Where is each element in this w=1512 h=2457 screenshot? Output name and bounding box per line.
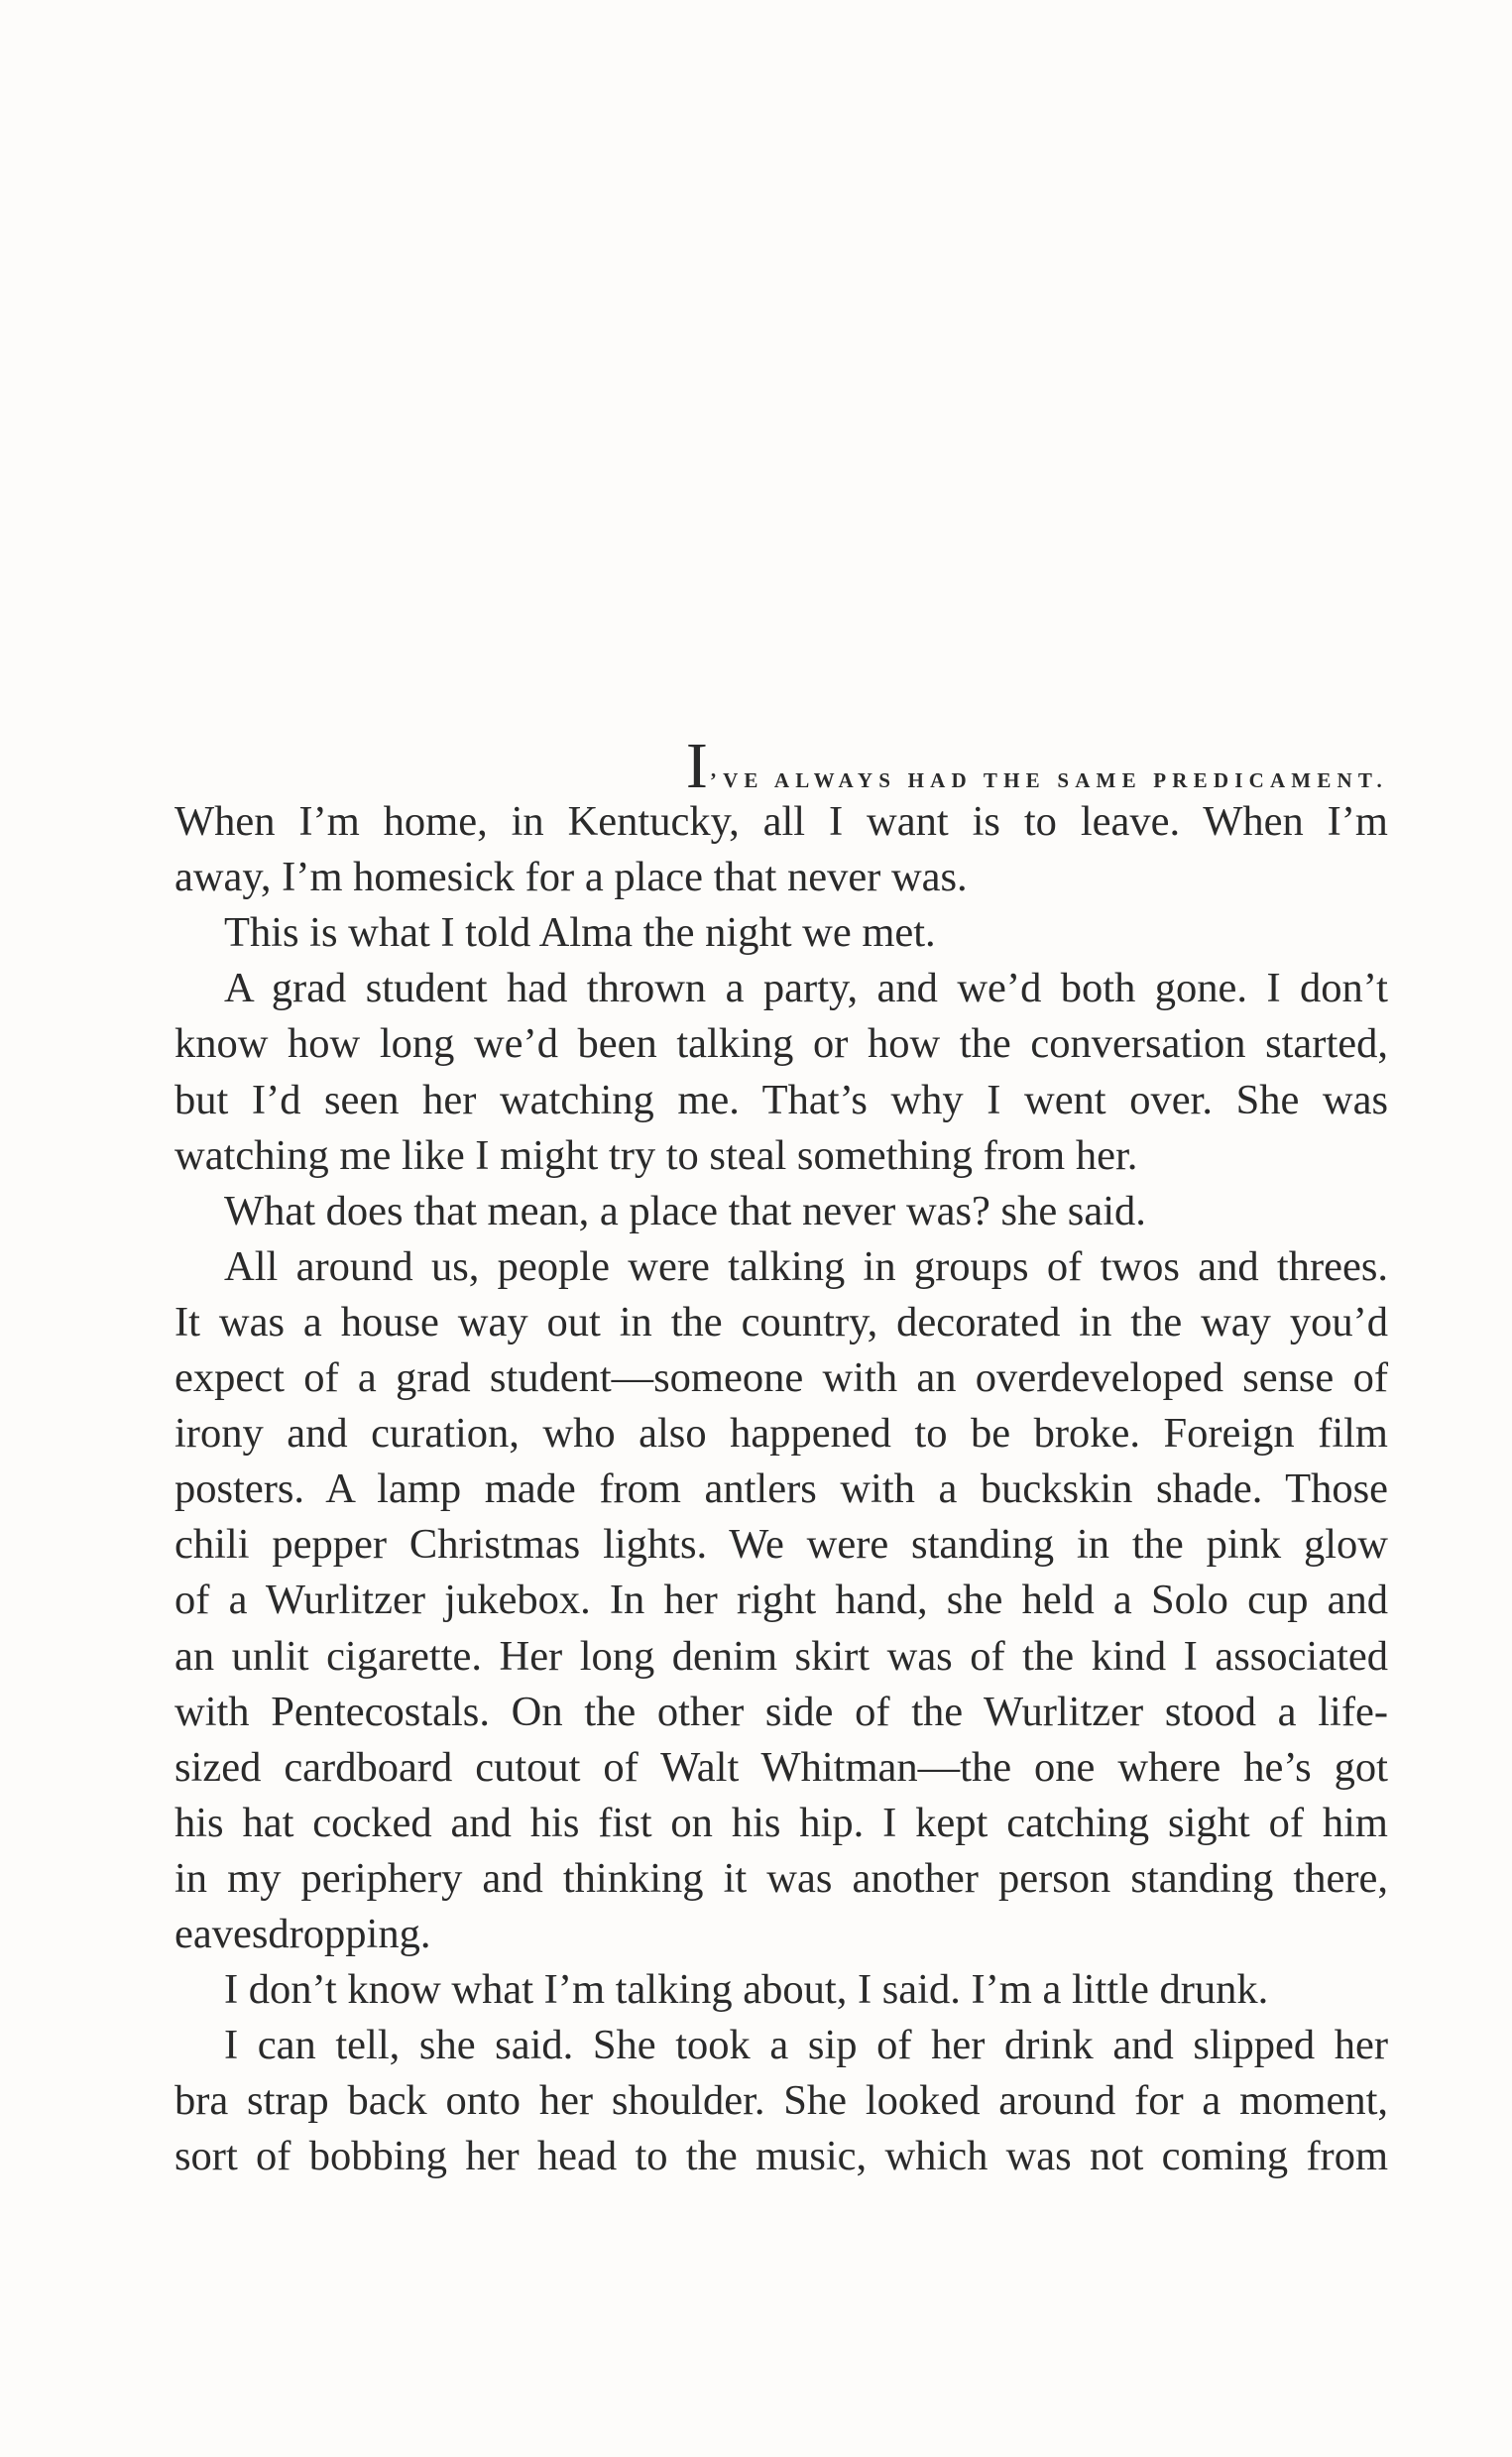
text-line: sort of bobbing her head to the music, which was not coming from — [174, 2133, 1388, 2180]
text-line: sized cardboard cutout of Walt Whitman—the one where he’s got — [174, 1743, 1388, 1791]
text-line: A grad student had thrown a party, and we’d both gone. I don’t — [224, 965, 1388, 1012]
text-line: an unlit cigarette. Her long denim skirt was of the kind I associated — [174, 1632, 1388, 1680]
text-line: of a Wurlitzer jukebox. In her right hand, she held a Solo cup and — [174, 1577, 1388, 1624]
text-line: When I’m home, in Kentucky, all I want is to leave. When I’m — [174, 798, 1388, 846]
text-line: away, I’m homesick for a place that never was. — [174, 854, 968, 901]
text-line: eavesdropping. — [174, 1910, 431, 1957]
body-text — [174, 730, 1388, 2184]
text-line: I don’t know what I’m talking about, I said. I’m a little drunk. — [224, 1966, 1269, 2014]
text-line: I can tell, she said. She took a sip of her drink and slipped her — [224, 2022, 1388, 2069]
opening-smallcaps: ’VE ALWAYS HAD THE SAME PREDICAMENT. — [709, 768, 1388, 792]
text-line: with Pentecostals. On the other side of the Wurlitzer stood a life- — [174, 1688, 1388, 1735]
text-line: It was a house way out in the country, decorated in the way you’d — [174, 1298, 1388, 1346]
text-line: know how long we’d been talking or how the conversation started, — [174, 1020, 1388, 1068]
text-line: his hat cocked and his fist on his hip. I kept catching sight of him — [174, 1799, 1388, 1846]
text-line: All around us, people were talking in groups of twos and threes. — [224, 1242, 1388, 1290]
text-line: posters. A lamp made from antlers with a buckskin shade. Those — [174, 1465, 1388, 1513]
text-line: bra strap back onto her shoulder. She looked around for a moment, — [174, 2077, 1388, 2125]
drop-cap: I — [685, 730, 708, 802]
text-line: This is what I told Alma the night we met. — [224, 909, 936, 957]
text-line: watching me like I might try to steal something from her. — [174, 1131, 1138, 1179]
text-line: in my periphery and thinking it was another person standing there, — [174, 1854, 1388, 1902]
text-line: What does that mean, a place that never was? she said. — [224, 1187, 1146, 1234]
text-line: chili pepper Christmas lights. We were standing in the pink glow — [174, 1521, 1388, 1569]
text-line: irony and curation, who also happened to be broke. Foreign film — [174, 1410, 1388, 1458]
text-line: expect of a grad student—someone with an overdeveloped sense of — [174, 1354, 1388, 1402]
opening-line — [174, 730, 1388, 802]
text-line: but I’d seen her watching me. That’s why I went over. She was — [174, 1076, 1388, 1123]
